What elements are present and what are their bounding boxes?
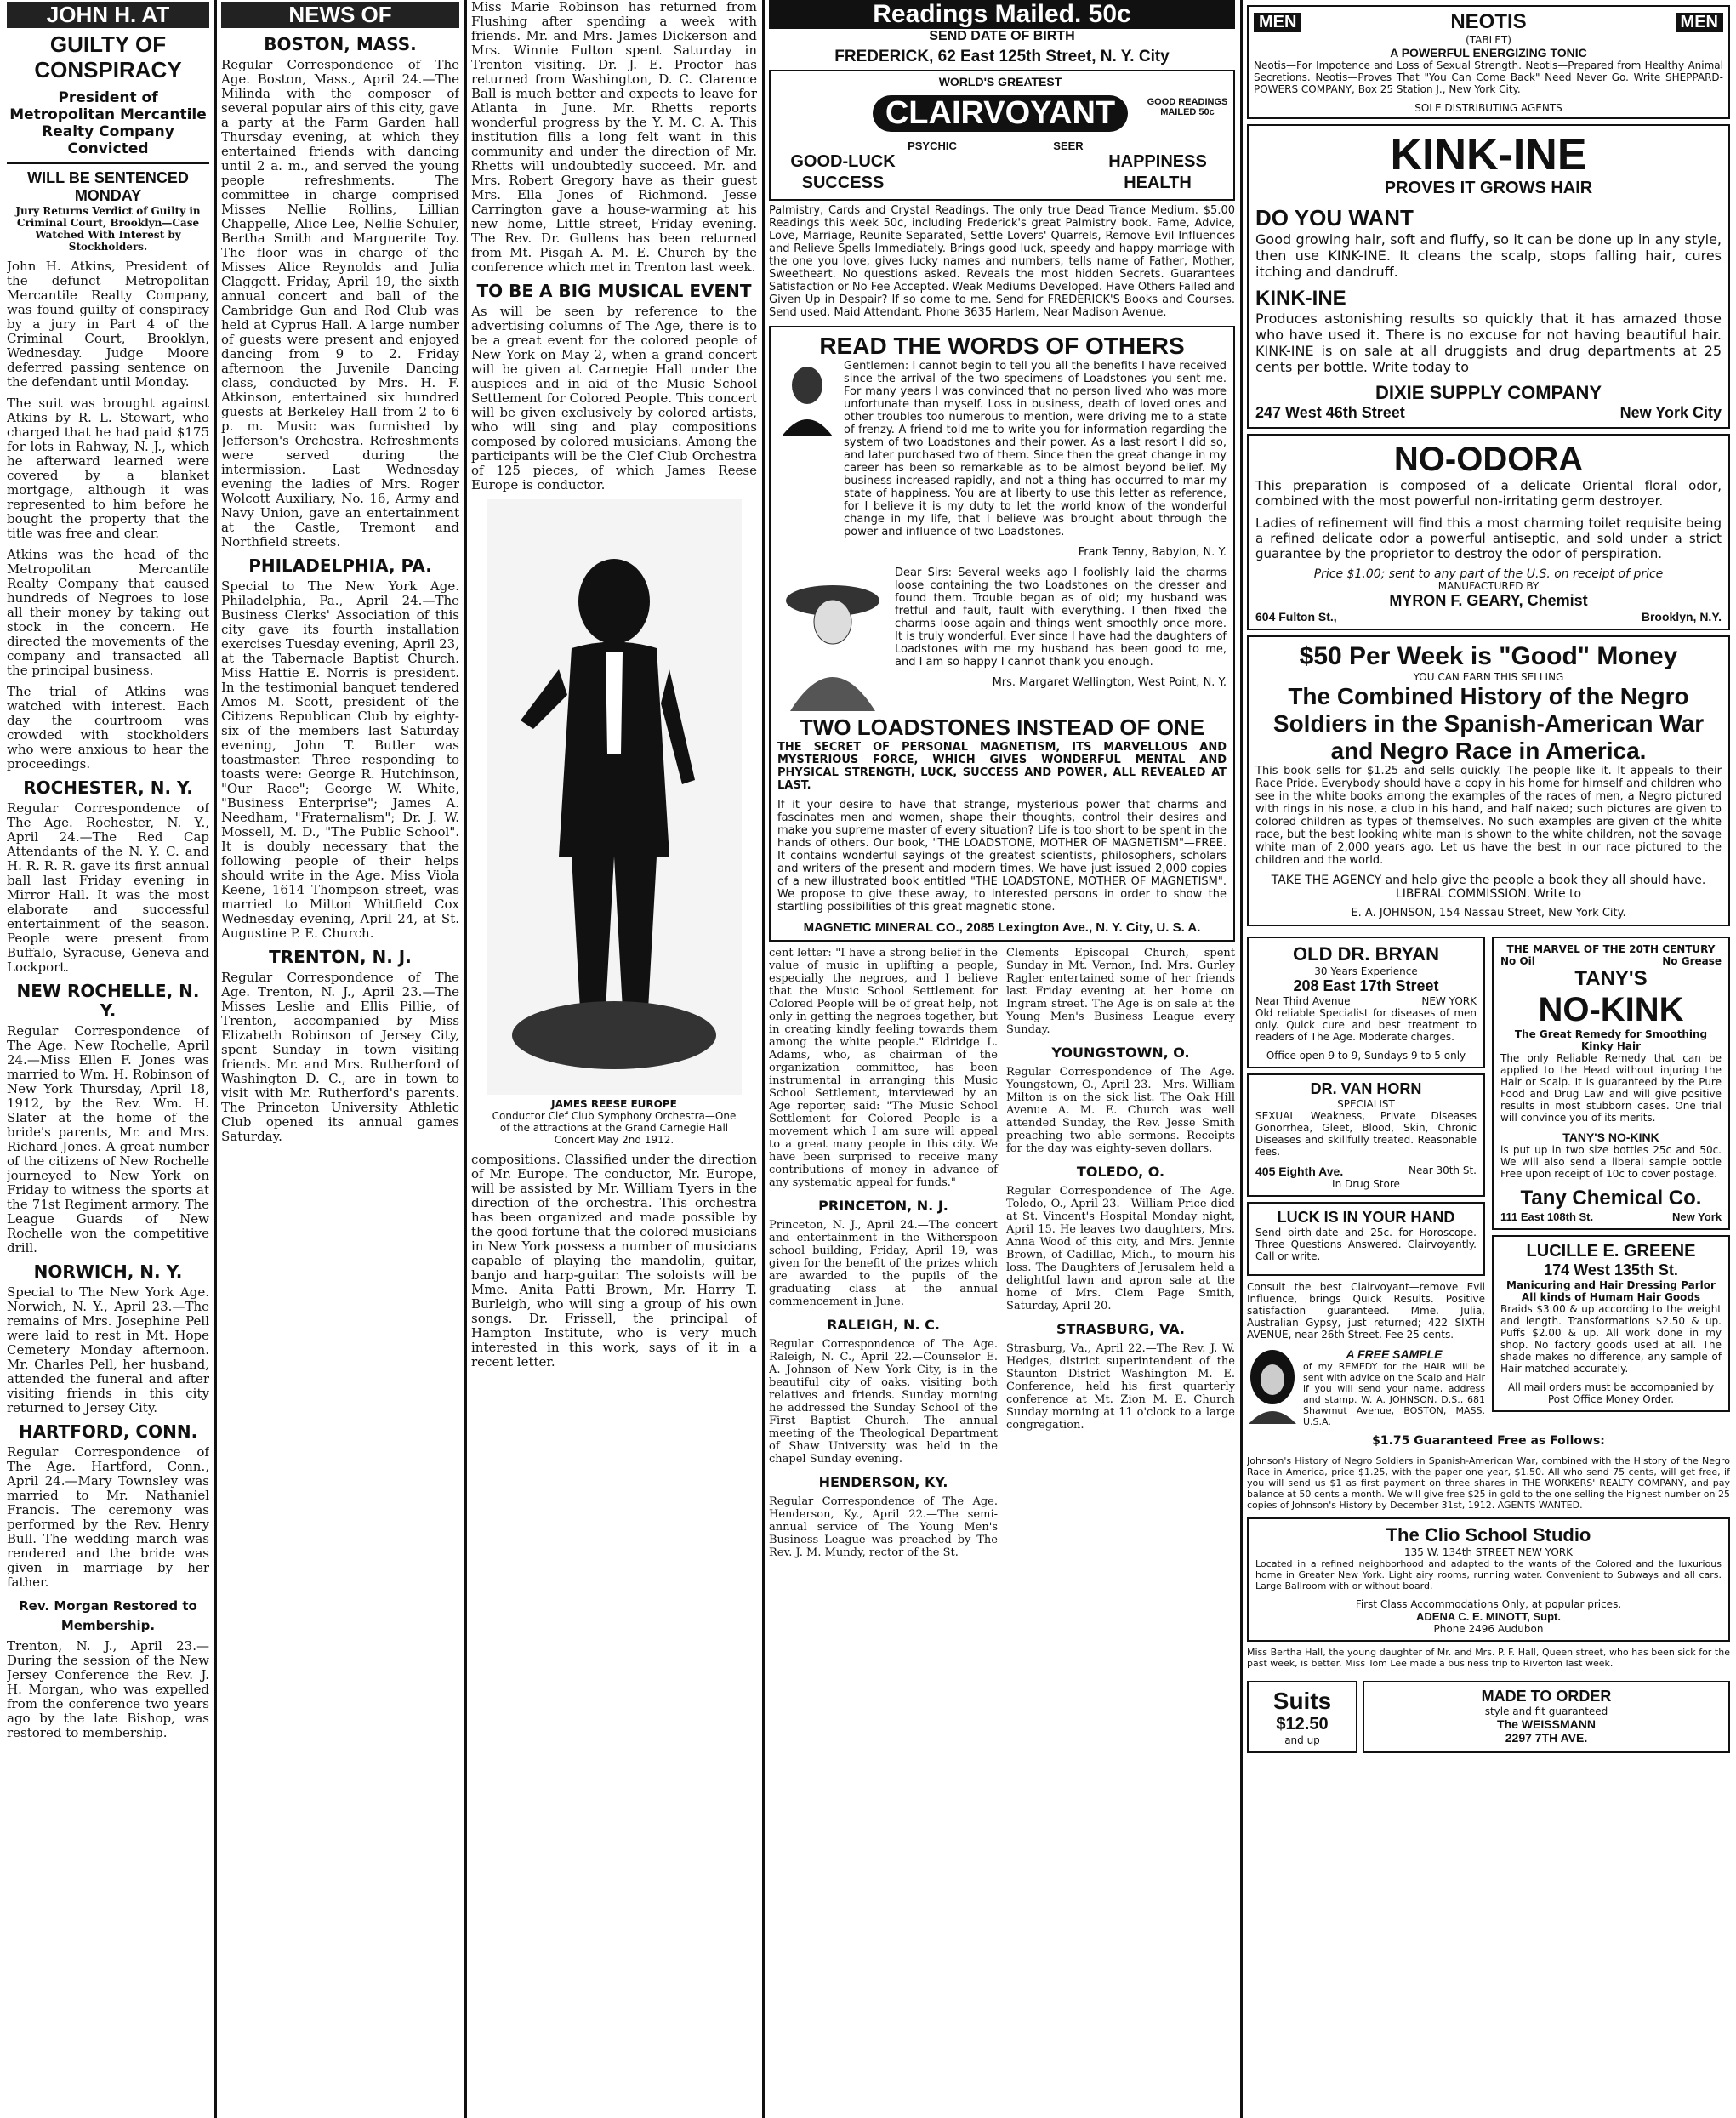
- guarantee-body: Johnson's History of Negro Soldiers in Spanish-American War, combined with the History of the Negro Race in America, price $1.25, with the paper one year, $1.50. All who send 75 cents, will get free, if you will send us $1 as first payment on three shares in THE WORKERS' REALTY COMPANY, and pay balance at 50 cents a month. We will give free $25 in gold to the one selling the highest number on 25 copies of Johnson's History by December 31st, 1912. AGENTS WANTED.: [1247, 1455, 1730, 1511]
- section-heading: PHILADELPHIA, PA.: [248, 555, 432, 576]
- consult-body: Consult the best Clairvoyant—remove Evil Influence, brings Quick Results. Positive satisfaction guaranteed. Mme. Julia, Australian Gypsy, just returned; 422 SIXTH AVENUE, near 26th Street. Fee 25 cents.: [1247, 1281, 1485, 1341]
- made-sub: style and fit guaranteed: [1484, 1705, 1608, 1717]
- fifty-body: This book sells for $1.25 and sells quickly. The people like it. It appeals to their Race Pride. Everybody should have a copy in his home for himself and children who see in the white books among the examples of the races of men, a Negro pictured with rings in his nose, a club in his hand, and half naked; such pictures are given to colored children as types of themselves. No such examples are given of the white race, but the best looking white man is shown to the white children, not the savage white man of 2,000 years ago. Let us have the best in our race pictured to the children and the world.: [1255, 765, 1722, 867]
- emblem-seer: SEER: [1053, 139, 1084, 152]
- column-5-ads: [1247, 0, 1730, 1758]
- vanhorn-near: Near 30th St.: [1409, 1164, 1477, 1176]
- neotis-agents: SOLE DISTRIBUTING AGENTS: [1414, 102, 1562, 114]
- section-heading: Rev. Morgan Restored to Membership.: [19, 1598, 197, 1633]
- fifty-address: E. A. JOHNSON, 154 Nassau Street, New York City.: [1351, 907, 1626, 920]
- emblem-health: HEALTH: [1124, 174, 1192, 192]
- fifty-title: $50 Per Week is "Good" Money: [1299, 642, 1678, 670]
- article-paragraph: Regular Correspondence of The Age. Boston, Mass., April 24.—The Milinda with the composer of several popular airs of this city, gave a party at the Farm Garden hall Thursday evening, at which they entertained friends with dancing until 2 a. m., and served the young people refreshments. The committee in charge comprised Misses Nellie Rollins, Lillian Chappelle, Alice Lee, Nellie Schuler, Bertha Smith and Marguerite Toy. The floor was in charge of the Misses Alice Reynolds and Julia Claggett. Friday, April 19, the sixth annual concert and ball of the Cambridge Gun and Rod Club was held at Cyprus Hall. A large number of guests were present and enjoyed dancing from 9 to 2. Friday afternoon the Juvenile Dancing class, conducted by Mrs. H. F. Atkinson, entertained six hundred guests at Berkeley Hall from 2 to 6 p. m. Music was furnished by Jefferson's Orchestra. Refreshments were served during the intermission. Last Wednesday evening the ladies of Mrs. Roger Wolcott Auxiliary, No. 16, Army and Navy Union, gave an entertainment at the Castle, Tremont and Northfield streets.: [221, 57, 459, 549]
- men-label: MEN: [1254, 13, 1301, 32]
- column-2: [221, 0, 459, 1151]
- headline: GUILTY OF CONSPIRACY: [34, 31, 182, 83]
- loadstones-ad: [769, 326, 1235, 942]
- woman-portrait-icon: [777, 567, 888, 711]
- article-paragraph: Regular Correspondence of The Age. Youngstown, O., April 23.—Mrs. William Milton is on the sick list. The Oak Hill Avenue A. M. E. Church was well attended Sunday, the Rev. Jesse Smith preaching two able sermons. Receipts for the day was eighty-seven dollars.: [1006, 1066, 1235, 1155]
- article-paragraph: Clements Episcopal Church, spent Sunday in Mt. Vernon, Ind. Mrs. Gurley Ragler entertained some of her friends last Friday evening at her home on Ingram street. The Age is on sale at the Young Men's Business League every Sunday.: [1006, 947, 1235, 1036]
- section-heading: TRENTON, N. J.: [269, 947, 412, 967]
- article-paragraph: The trial of Atkins was watched with interest. Each day the courtroom was crowded with stockholders who were anxious to hear the proceedings.: [7, 684, 209, 771]
- clio-accom: First Class Accommodations Only, at popular prices.: [1355, 1598, 1622, 1610]
- free-body: of my REMEDY for the HAIR will be sent with advice on the Scalp and Hair if you will send your name, address and stamp. W. A. JOHNSON, D.S., 681 Shawmut Avenue, BOSTON, MASS. U.S.A.: [1303, 1361, 1485, 1427]
- suits-box: [1247, 1681, 1357, 1753]
- man-portrait-icon: [777, 360, 837, 436]
- article-paragraph: Strasburg, Va., April 22.—The Rev. J. W. Hedges, district superintendent of the Staunton District Washington M. E. Conference, held his first quarterly conference at Mt. Zion M. E. Church Sunday morning at 11 o'clock to a large congregation.: [1006, 1342, 1235, 1432]
- vanhorn-address: 405 Eighth Ave.: [1255, 1164, 1344, 1178]
- column-rule: [464, 0, 467, 2118]
- guarantee-heading: $1.75 Guaranteed Free as Follows:: [1372, 1434, 1605, 1448]
- photo-caption-name: JAMES REESE EUROPE: [551, 1098, 677, 1110]
- article-paragraph: compositions. Classified under the direction of Mr. Europe. The conductor, Mr. Europe, will be assisted by Mr. William Tyers in the direction of the orchestra. This orchestra has been organized and made possible by the good fortune that the colored musicians in New York possess a number of musicians capable of playing the mandolin, guitar, banjo and harp-guitar. The soloists will be Mme. Anita Patti Brown, Mr. Harry T. Burleigh, who will sing a group of his own songs. Dr. Frissell, the principal of Hampton Institute, who is very much interested in this work, says of it in a recent letter.: [471, 1152, 757, 1369]
- tany-nooil: No Oil: [1500, 955, 1535, 967]
- bryan-near: Near Third Avenue: [1255, 995, 1351, 1007]
- news-subcolumn-left: [769, 947, 998, 1566]
- clio-supt: ADENA C. E. MINOTT, Supt.: [1416, 1610, 1561, 1623]
- testimonial-portrait: [777, 360, 837, 567]
- clairvoyant-sub: SEND DATE OF BIRTH: [929, 29, 1075, 43]
- article-paragraph: Special to The New York Age. Philadelphia, Pa., April 24.—The Business Clerks' Association of this city gave its fourth installation exercises Tuesday evening, April 23, at the Tabernacle Baptist Church. Miss Hattie E. Norris is president. In the testimonial banquet tendered Amos M. Scott, president of the Citizens Republican Club by eighty-six of the members last Saturday evening, John T. Butler was toastmaster. Three responding to toasts were: George R. Hutchinson, "Our Race"; George W. White, "Business Enterprise"; James A. Needham, "Fraternalism"; Dr. J. W. Mossell, M. D., "The Public School". It is doubly necessary that the following people of their helps should write in the Age. Miss Viola Keene, 1614 Thompson street, was married to Milton Whitfield Cox Wednesday evening, April 24, at St. Augustine P. E. Church.: [221, 578, 459, 941]
- dixie-city: New York City: [1619, 404, 1722, 421]
- emblem-goodluck: GOOD-LUCK: [790, 152, 896, 171]
- article-paragraph: The suit was brought against Atkins by R. L. Stewart, who charged that he had paid $175 for lots in Rahway, N. J., which he afterward learned were covered by a blanket mortgage, although it was represented to him before he bought the property that the title was free and clear.: [7, 396, 209, 541]
- news-two-column: [769, 947, 1235, 1566]
- divider: [7, 162, 209, 164]
- article-paragraph: Regular Correspondence of The Age. Rochester, N. Y., April 24.—The Red Cap Attendants of the N. Y. C. and H. R. R. R. gave its first annual ball last Friday evening in Mirror Hall. It was the most elaborate and successful entertainment of the season. People were present from Buffalo, Syracuse, Geneva and Lockport.: [7, 800, 209, 975]
- emblem-readings: GOOD READINGS MAILED 50c: [1147, 97, 1228, 117]
- free-title: A FREE SAMPLE: [1346, 1347, 1443, 1361]
- section-heading: TOLEDO, O.: [1076, 1164, 1165, 1180]
- clio-ad: [1247, 1517, 1730, 1642]
- dixie-name: DIXIE SUPPLY COMPANY: [1375, 382, 1602, 403]
- photo-caption: Conductor Clef Club Symphony Orchestra—One of the attractions at the Grand Carnegie Hall Concert May 2nd 1912.: [492, 1110, 737, 1146]
- emblem-happiness: HAPPINESS: [1108, 152, 1207, 171]
- lucille-sub: Manicuring and Hair Dressing Parlor All kinds of Humam Hair Goods: [1506, 1279, 1716, 1303]
- article-paragraph: Princeton, N. J., April 24.—The concert and entertainment in the Witherspoon school building, Friday, April 19, was given for the benefit of the prizes which are awarded to the pupils of the graduating class at the annual commencement in June.: [769, 1219, 998, 1308]
- clio-address: 135 W. 134th STREET NEW YORK: [1403, 1546, 1574, 1558]
- clio-body: Located in a refined neighborhood and adapted to the wants of the Colored and the luxurious home in Greater New York. Light airy rooms, running water. Convenient to Subways and all cars. Large Ballroom with or without board.: [1255, 1558, 1722, 1591]
- history-book-ad: [1247, 635, 1730, 926]
- lucille-orders: All mail orders must be accompanied by Post Office Money Order.: [1507, 1381, 1715, 1405]
- clairvoyant-emblem: [769, 70, 1235, 201]
- kinkine-ad: [1247, 124, 1730, 429]
- article-paragraph: Atkins was the head of the Metropolitan Mercantile Realty Company that caused hundreds of Negroes to lose all their money by taking out stock in the concern. He directed the movements of the company and transacted all the principal business.: [7, 547, 209, 678]
- section-heading: STRASBURG, VA.: [1056, 1321, 1185, 1337]
- section-heading: HENDERSON, KY.: [818, 1474, 948, 1490]
- lucille-address: 174 West 135th St.: [1544, 1261, 1678, 1278]
- lucille-title: LUCILLE E. GREENE: [1526, 1242, 1696, 1261]
- article-paragraph: Regular Correspondence of The Age. Henderson, Ky., April 22.—The semi-annual service of The Young Men's Business League was preached by The Rev. J. M. Mundy, rector of the St.: [769, 1495, 998, 1559]
- article-paragraph: Regular Correspondence of The Age. New Rochelle, April 24.—Miss Ellen F. Jones was married to Wm. H. Robinson of New York Thursday, April 18, 1912, by the Rev. Wm. H. Slater at the home of the bride's parents, Mr. and Mrs. Richard Jones. A great number of the citizens of New Rochelle journeyed to New York on Friday to witness the sports at the 71st Regiment armory. The League Guards of New Rochelle won the competitive drill.: [7, 1023, 209, 1255]
- section-heading: RALEIGH, N. C.: [827, 1317, 940, 1333]
- testimonial-signature: Frank Tenny, Babylon, N. Y.: [1078, 546, 1227, 559]
- made-title: MADE TO ORDER: [1481, 1688, 1612, 1705]
- column-3: [471, 0, 757, 1376]
- article-paragraph: Regular Correspondence of The Age. Toledo, O., April 23.—William Price died at St. Vincent's Hospital Monday night, April 15. He leaves two daughters, Mrs. Anna Wood of this city, and Mrs. Jennie Brown, of Cadillac, Mich., to mourn his loss. The Daughters of Jerusalem held a delightful lawn and apron sale at the home of Mrs. Clem Page Smith, Saturday, April 20.: [1006, 1185, 1235, 1312]
- tany-address: 111 East 108th St.: [1500, 1210, 1594, 1223]
- emblem-success: SUCCESS: [801, 174, 885, 192]
- tany-remedy: The Great Remedy for Smoothing Kinky Hair: [1514, 1028, 1708, 1052]
- testimonial-text: Gentlemen: I cannot begin to tell you all the benefits I have received since the arrival of the two specimens of Loadstones you sent me. For many years I was convinced that no person lived who was more unfortunate than myself. Loss in business, death of loved ones and other troubles too numerous to mention, were driving me to a state of frenzy. A friend told me to write you for information regarding the system of two Loadstones and their power. As a last resort I did so, and later purchased two of them. Since then the great change in my career has been so remarkable as to be almost beyond belief. My business increased rapidly, and not a thing has occurred to mar my state of happiness. You are at liberty to use this letter as reference, for I believe it is my duty to let the world know of the wonderful change in my life, that I believe was brought about through the power and influence of two Loadstones.: [844, 360, 1227, 538]
- tablet-label: (TABLET): [1466, 34, 1511, 46]
- suits-andup: and up: [1284, 1734, 1320, 1746]
- made-name: The WEISSMANN: [1497, 1717, 1596, 1731]
- noodora-title: NO-ODORA: [1393, 441, 1584, 478]
- bryan-city: NEW YORK: [1421, 995, 1477, 1007]
- loadstones-heading: TWO LOADSTONES INSTEAD OF ONE: [799, 715, 1205, 740]
- column-4: [769, 0, 1235, 1566]
- column-rule: [1240, 0, 1243, 2118]
- kinkine-doyouwant: DO YOU WANT: [1255, 205, 1414, 231]
- fifty-heading: The Combined History of the Negro Soldiers in the Spanish-American War and Negro Race in America.: [1272, 683, 1705, 764]
- tany-body: The only Reliable Remedy that can be applied to the Head without injuring the Hair or Scalp. It is guaranteed by the Pure Food and Drug Law and will give positive results in most stubborn cases. One trial will convince you of its merits.: [1500, 1052, 1722, 1124]
- free-sample-ad: [1247, 1347, 1485, 1434]
- noodora-price: Price $1.00; sent to any part of the U.S. on receipt of price: [1313, 567, 1664, 581]
- emblem-worlds: WORLD'S GREATEST: [938, 75, 1062, 88]
- noodora-mfg: MANUFACTURED BY: [1437, 580, 1540, 592]
- vanhorn-title: DR. VAN HORN: [1310, 1080, 1422, 1097]
- neotis-subheading: A POWERFUL ENERGIZING TONIC: [1390, 46, 1587, 60]
- article-paragraph: Regular Correspondence of The Age. Raleigh, N. C., April 22.—Counselor E. A. Johnson of New York City, is in the beautiful city of oaks, visiting both relatives and friends. Sunday morning he addressed the Sunday School of the First Baptist Church. The annual meeting of the Theological Department of Shaw University was held in the chapel Sunday evening.: [769, 1338, 998, 1466]
- tany-nokink: NO-KINK: [1538, 991, 1684, 1028]
- loadstones-subheading: THE SECRET OF PERSONAL MAGNETISM, ITS MARVELLOUS AND MYSTERIOUS FORCE, WHICH GIVES WONDERFUL MENTAL AND PHYSICAL STRENGTH, LUCK, SUCCESS AND POWER, ALL REVEALED AT LAST.: [777, 741, 1227, 792]
- clairvoyant-banner: Readings Mailed. 50c: [769, 0, 1235, 29]
- news-subcolumn-right: [1006, 947, 1235, 1566]
- neotis-title: NEOTIS: [1450, 10, 1527, 33]
- article-paragraph: Regular Correspondence of The Age. Hartford, Conn., April 24.—Mary Townsley was married to Mr. Nathaniel Francis. The ceremony was performed by the Rev. Henry Bull. The wedding march was rendered and the bride was given in marriage by her father.: [7, 1444, 209, 1590]
- loadstones-body: If it your desire to have that strange, mysterious power that charms and fascinates men and women, shape their thoughts, control their desires and make you supreme master of every situation? Life is too short to be spent in the hands of others. Our book, "THE LOADSTONE, MOTHER OF MAGNETISM"—FREE. It contains wonderful sayings of the greatest scientists, philosophers, scholars and writers of the present and modern times. We have just issued 2,000 copies of a new illustrated book entitled "THE LOADSTONE, MOTHER OF MAGNETISM". We propose to give these away, to interested persons in order to show the startling possibilities of this great magnetic stone.: [777, 799, 1227, 914]
- made-address: 2297 7TH AVE.: [1505, 1731, 1588, 1745]
- kinkine-subheading: PROVES IT GROWS HAIR: [1384, 179, 1593, 197]
- myron-city: Brooklyn, N.Y.: [1641, 610, 1722, 623]
- section-heading: BOSTON, MASS.: [264, 34, 417, 54]
- ads-subcolumn-left: [1247, 931, 1485, 1434]
- kinkine-body: Good growing hair, soft and fluffy, so it can be done up in any style, then use KINK-INE. It cleans the scalp, stops falling hair, cures itching and dandruff.: [1255, 231, 1722, 280]
- kinkine-title: KINK-INE: [1390, 130, 1587, 179]
- myron-address: 604 Fulton St.,: [1255, 610, 1337, 623]
- suits-title: Suits: [1272, 1688, 1332, 1714]
- fifty-small: YOU CAN EARN THIS SELLING: [1413, 671, 1564, 683]
- article-paragraph: cent letter: "I have a strong belief in the value of music in uplifting a people, especially the negroes, and I believe that the Music School Settlement for Colored People will be of great help, not only in getting the negroes together, but in creating kindly feeling towards them among the white people." Eldridge L. Adams, who, as chairman of the organization committee, has been instrumental in arranging this Music School Settlement, interviewed by an Age reporter, said: "The Music School Settlement for Colored People is a movement which I am sure will appeal to a great many people in this city. We have been surprised to receive many contributions of money in advance of any systematic appeal for funds.": [769, 947, 998, 1189]
- woman-hair-portrait-icon: [1247, 1347, 1298, 1424]
- bryan-hours: Office open 9 to 9, Sundays 9 to 5 only: [1266, 1050, 1466, 1062]
- bryan-address: 208 East 17th Street: [1293, 977, 1439, 994]
- dixie-address: 247 West 46th Street: [1255, 404, 1405, 421]
- section-heading: HARTFORD, CONN.: [18, 1421, 198, 1442]
- article-paragraph: Trenton, N. J., April 23.—During the session of the New Jersey Conference the Rev. J. H. Morgan, who was expelled from the conference two years ago by the late Bishop, was restored to membership.: [7, 1638, 209, 1740]
- vanhorn-body: SEXUAL Weakness, Private Diseases Gonorrhea, Gleet, Blood, Skin, Chronic Diseases and skillfully treated. Reasonable fees.: [1255, 1110, 1477, 1158]
- emblem-psychic: PSYCHIC: [908, 139, 957, 152]
- noodora-body: Ladies of refinement will find this a most charming toilet requisite being a refined delicate odor a powerful antiseptic, and sold under a strict guarantee by the proprietor to destroy the odor of perspiration.: [1255, 515, 1722, 561]
- portrait-photo: [487, 499, 742, 1146]
- section-heading: ROCHESTER, N. Y.: [23, 777, 193, 798]
- section-heading: TO BE A BIG MUSICAL EVENT: [476, 281, 752, 301]
- subhead: WILL BE SENTENCED MONDAY: [27, 169, 189, 204]
- kinkine-title-small: KINK-INE: [1255, 287, 1346, 310]
- loadstones-address: MAGNETIC MINERAL CO., 2085 Lexington Ave., N. Y. City, U. S. A.: [803, 920, 1201, 935]
- conductor-figure: [487, 499, 742, 1095]
- myron-name: MYRON F. GEARY, Chemist: [1389, 592, 1588, 609]
- bryan-title: OLD DR. BRYAN: [1293, 943, 1439, 965]
- tany-body: is put up in two size bottles 25c and 50c. We will also send a liberal sample bottle Free upon receipt of 10c to cover postage.: [1500, 1144, 1722, 1180]
- neotis-ad: [1247, 5, 1730, 119]
- article-paragraph: As will be seen by reference to the advertising columns of The Age, there is to be a great event for the colored people of New York on May 2, when a grand concert will be given at Carnegie Hall under the auspices and in aid of the Music School Settlement for Colored People. This concert will be given exclusively by colored artists, who will sing and play compositions composed by colored musicians. Among the participants will be the Clef Club Orchestra of 125 pieces, of which James Reese Europe is conductor.: [471, 304, 757, 492]
- lucille-ad: [1492, 1235, 1730, 1412]
- testimonial-signature: Mrs. Margaret Wellington, West Point, N. Y.: [992, 676, 1227, 689]
- column-rule: [214, 0, 217, 2118]
- section-heading: YOUNGSTOWN, O.: [1051, 1045, 1190, 1061]
- vanhorn-specialist: SPECIALIST: [1337, 1098, 1395, 1110]
- bryan-years: 30 Years Experience: [1314, 965, 1418, 977]
- suits-ad: [1247, 1676, 1730, 1758]
- section-heading: NORWICH, N. Y.: [33, 1261, 183, 1282]
- vanhorn-drug: In Drug Store: [1332, 1178, 1400, 1190]
- tany-nokink-small: TANY'S NO-KINK: [1562, 1130, 1659, 1144]
- tany-company: Tany Chemical Co.: [1520, 1187, 1702, 1210]
- column-1: [7, 0, 209, 1747]
- masthead-fragment: NEWS OF: [221, 2, 459, 28]
- suits-price: $12.50: [1276, 1715, 1329, 1734]
- testimonial-text: Dear Sirs: Several weeks ago I foolishly laid the charms loose containing the two Loadstones on the dresser and found them. Trouble began as of old; my husband was fretful and fault, fault with everything. I then fixed the charms loose again and things went smoothly once more. It is truly wonderful. Ever since I have had the daughters of Loadstones with me my husband has been good to me, and I am so happy I cannot thank you enough.: [895, 567, 1227, 669]
- tany-marvel: THE MARVEL OF THE 20TH CENTURY: [1506, 943, 1716, 955]
- noodora-body: This preparation is composed of a delicate Oriental floral odor, combined with the most powerful non-irritating germ destroyer.: [1255, 478, 1722, 509]
- clio-phone: Phone 2496 Audubon: [1433, 1623, 1544, 1635]
- men-label: MEN: [1676, 13, 1723, 32]
- article-paragraph: Regular Correspondence of The Age. Trenton, N. J., April 23.—The Misses Leslie and Ellis Pillie, of Trenton, accompanied by Miss Elizabeth Robinson of Jersey City, spent Sunday in town visiting friends. Mr. and Mrs. Rutherford of Washington D. C., are in town to visit with Mr. Rutherford's parents. The Princeton University Athletic Club opened its annual games Saturday.: [221, 970, 459, 1144]
- testimonial-portrait: [777, 567, 888, 715]
- clairvoyant-address: FREDERICK, 62 East 125th Street, N. Y. City: [834, 48, 1170, 65]
- clairvoyant-body: Palmistry, Cards and Crystal Readings. The only true Dead Trance Medium. $5.00 Readings this week 50c, including Frederick's great Palmistry book. Fame, Advice, Love, Marriage, Reunite Separated, Settle Lovers' Quarrels, Remove Evil Influences and Relieve Spells Immediately. Brings good luck, speedy and happy marriage with the one you love, gives lucky names and numbers, tells name of Father, Mother, Sweetheart. No questions asked. Reveals the most hidden Secrets. Guarantees Satisfaction or No Fee Accepted. Weak Mediums Developed. Have Others Failed and Given Up in Despair? If so come to me. Send for FREDERICK'S Books and Courses. Send used. Maid Attendant. Phone 3635 Harlem, Near Madison Avenue.: [769, 204, 1235, 319]
- tany-ad: [1492, 937, 1730, 1230]
- hall-paragraph: Miss Bertha Hall, the young daughter of Mr. and Mrs. P. F. Hall, Queen street, who has been sick for the past week, is better. Miss Tom Lee made a business trip to Riverton last week.: [1247, 1647, 1730, 1669]
- tany-city: New York: [1671, 1210, 1722, 1223]
- vanhorn-ad: [1247, 1073, 1485, 1197]
- clio-title: The Clio School Studio: [1386, 1524, 1591, 1546]
- article-paragraph: Special to The New York Age. Norwich, N. Y., April 23.—The remains of Mrs. Josephine Pell were laid to rest in Mt. Hope Cemetery Monday afternoon. Mr. Charles Pell, her husband, attended the funeral and after visiting friends in this city returned to Jersey City.: [7, 1284, 209, 1415]
- bryan-ad: [1247, 937, 1485, 1068]
- luck-body: Send birth-date and 25c. for Horoscope. Three Questions Answered. Clairvoyantly. Call or write.: [1255, 1227, 1477, 1262]
- ads-two-column: [1247, 931, 1730, 1434]
- tany-name: TANY'S: [1574, 967, 1648, 990]
- section-heading: PRINCETON, N. J.: [818, 1198, 948, 1214]
- masthead-fragment: JOHN H. AT: [7, 2, 209, 28]
- bryan-body: Old reliable Specialist for diseases of men only. Quick cure and best treatment to readers of The Age. Moderate charges.: [1255, 1007, 1477, 1043]
- subhead: Jury Returns Verdict of Guilty in Criminal Court, Brooklyn—Case Watched With Interest by Stockholders.: [15, 205, 201, 253]
- noodora-ad: [1247, 434, 1730, 630]
- lucille-body: Braids $3.00 & up according to the weight and length. Transformations $2.50 & up. Puffs $2.00 & up. All work done in my shop. No factory goods used at all. The shade makes no difference, any sample of Hair matched accurately.: [1500, 1303, 1722, 1375]
- fifty-take: TAKE THE AGENCY and help give the people a book they all should have. LIBERAL COMMISSION. Write to: [1271, 874, 1706, 901]
- testimonials-heading: READ THE WORDS OF OTHERS: [819, 333, 1185, 359]
- luck-title: LUCK IS IN YOUR HAND: [1277, 1209, 1455, 1226]
- subhead: President of Metropolitan Mercantile Realty Company Convicted: [9, 89, 207, 157]
- neotis-body: Neotis—For Impotence and Loss of Sexual Strength. Neotis—Prepared from Healthy Animal Secretions. Neotis—Proves That "You Can Come Back" Need Never Go. Write SHEPPARD-POWERS COMPANY, Box 25 Station J., New York City.: [1254, 60, 1723, 95]
- ads-subcolumn-right: [1492, 931, 1730, 1434]
- column-rule: [762, 0, 765, 2118]
- emblem-clairvoyant: CLAIRVOYANT: [873, 95, 1128, 132]
- luck-ad: [1247, 1202, 1485, 1276]
- article-paragraph: Miss Marie Robinson has returned from Flushing after spending a week with friends. Mr. and Mrs. James Dickerson and Mrs. Winnie Fulton spent Saturday in Trenton visiting. Dr. J. E. Proctor has returned from Washington, D. C. Clarence Ball is much better and expects to leave for Atlanta in June. Mr. Rhetts reports wonderful progress by the Y. M. C. A. This institution fills a long felt want in this community and under the direction of Mr. Rhetts will undoubtedly succeed. Mr. and Mrs. Robert Gregory have as their guest Mrs. Ella Jones of Richmond. Jesse Carrington gave a house-warming at his new home, Little street, Friday evening. The Rev. Dr. Gullens has been returned from Mt. Pisgah A. M. E. Church by the conference which met in Trenton last week.: [471, 0, 757, 275]
- section-heading: NEW ROCHELLE, N. Y.: [16, 981, 200, 1021]
- tany-nogrease: No Grease: [1662, 955, 1722, 967]
- article-paragraph: John H. Atkins, President of the defunct Metropolitan Mercantile Realty Company, was found guilty of conspiracy by a jury in Part 4 of the Criminal Court, Brooklyn, Wednesday. Judge Moore deferred passing sentence on the defendant until Monday.: [7, 259, 209, 390]
- kinkine-body: Produces astonishing results so quickly that it has amazed those who have used it. There is no excuse for not having beautiful hair. KINK-INE is on sale at all druggists and drug departments at 25 cents per bottle. Write today to: [1255, 310, 1722, 375]
- made-box: [1363, 1681, 1730, 1753]
